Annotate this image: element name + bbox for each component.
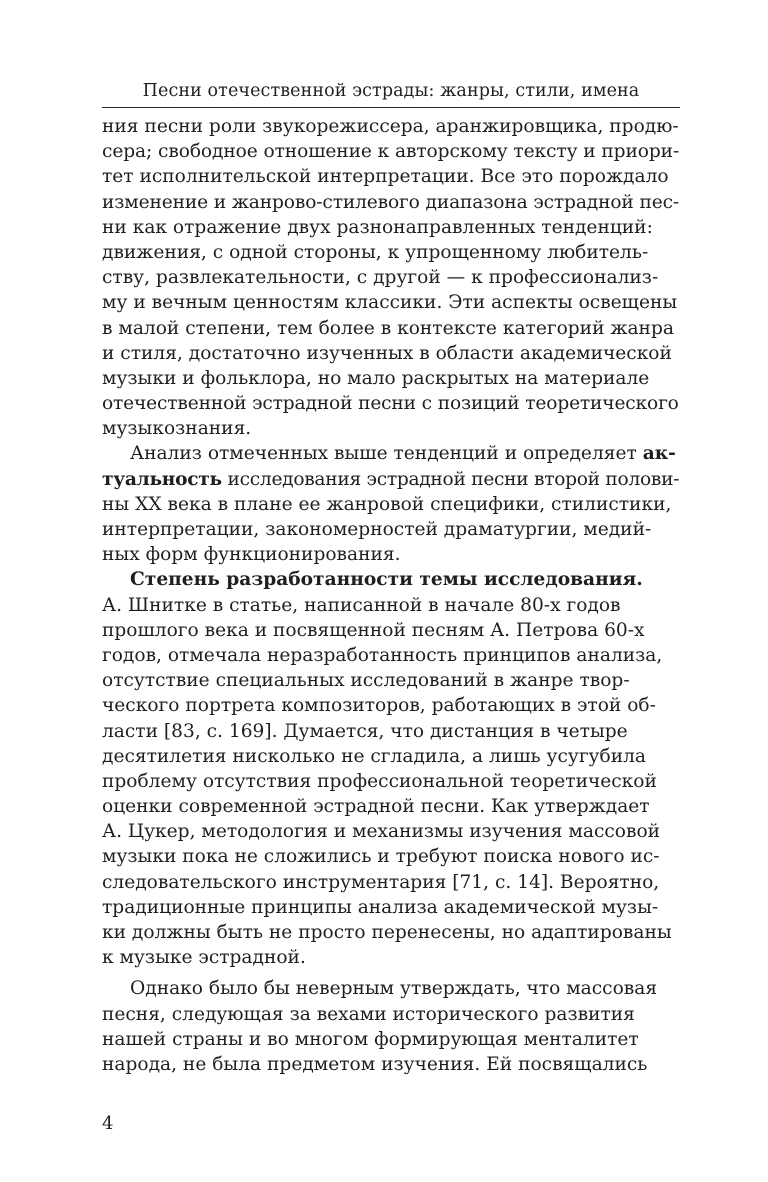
section-heading-inline: Степень разработанности темы исследования. <box>130 569 643 591</box>
text-line: сера; свободное отношение к авторскому тексту и приори- <box>102 141 680 163</box>
header-rule <box>102 107 680 108</box>
text-line: ласти [83, с. 169]. Думается, что дистанция в четыре <box>102 720 628 742</box>
text-line: к музыке эстрадной. <box>102 947 306 969</box>
text-line: прошлого века и посвященной песням А. Петрова 60-х <box>102 619 645 641</box>
text-line: движения, с одной стороны, к упрощенному любитель- <box>102 241 649 263</box>
text-line: ки должны быть не просто перенесены, но адаптированы <box>102 922 672 943</box>
text-line: отечественной эстрадной песни с позиций теоретического <box>102 393 679 415</box>
text-line: изменение и жанрово-стилевого диапазона эстрадной пес- <box>102 191 680 213</box>
text-line: тет исполнительской интерпретации. Все это порождало <box>102 166 669 188</box>
text-line: народа, не была предметом изучения. Ей посвящались <box>102 1053 648 1075</box>
text-line: десятилетия нисколько не сгладила, а лишь усугубила <box>102 745 646 767</box>
text-line: оценки современной эстрадной песни. Как утверждает <box>102 796 650 818</box>
text-line: музыки и фольклора, но мало раскрытых на материале <box>102 367 650 389</box>
text-line: А. Шнитке в статье, написанной в начале 80-х годов <box>102 594 621 616</box>
text-line: годов, отмечала неразработанность принципов анализа, <box>102 644 663 666</box>
text-line: му и вечным ценностям классики. Эти аспекты освещены <box>102 292 678 314</box>
text-body <box>102 114 680 1077</box>
text-line <box>102 441 680 466</box>
text-line: следовательского инструментария [71, с. 14]. Вероятно, <box>102 871 660 893</box>
text-run: исследования эстрадной песни второй полови- <box>221 468 680 490</box>
keyword-aktualnost-part1: ак- <box>642 443 676 465</box>
text-line: А. Цукер, методология и механизмы изучения массовой <box>102 821 661 843</box>
text-line: традиционные принципы анализа академической музы- <box>102 896 659 918</box>
text-line: ния песни роли звукорежиссера, аранжировщика, продю- <box>102 116 679 137</box>
page-number: 4 <box>102 1113 114 1134</box>
text-line <box>102 567 680 592</box>
text-line: песня, следующая за вехами исторического развития <box>102 1003 635 1025</box>
text-line: ны XX века в плане ее жанровой специфики, стилистики, <box>102 493 672 515</box>
text-line: музыкознания. <box>102 418 252 440</box>
text-line: ству, развлекательности, с другой — к профессионализ- <box>102 267 659 289</box>
text-line: нашей страны и во многом формирующая менталитет <box>102 1028 639 1050</box>
text-line: интерпретации, закономерностей драматургии, медий- <box>102 519 652 540</box>
text-line: музыки пока не сложились и требуют поиска нового ис- <box>102 846 660 868</box>
text-line: ческого портрета композиторов, работающих в этой об- <box>102 695 656 717</box>
text-line: Однако было бы неверным утверждать, что массовая <box>130 978 658 1000</box>
text-line: отсутствие специальных исследований в жанре твор- <box>102 670 630 692</box>
text-line <box>102 467 680 492</box>
text-line: ных форм функционирования. <box>102 544 401 566</box>
keyword-aktualnost-part2: туальность <box>102 468 222 490</box>
text-line: в малой степени, тем более в контексте категорий жанра <box>102 317 674 339</box>
text-line: проблему отсутствия профессиональной теоретической <box>102 770 657 792</box>
running-header: Песни отечественной эстрады: жанры, стили, имена <box>142 81 640 101</box>
text-line: и стиля, достаточно изученных в области академической <box>102 342 672 364</box>
text-line: ни как отражение двух разнонаправленных тенденций: <box>102 216 653 238</box>
text-run: Анализ отмеченных выше тенденций и определяет <box>130 443 643 465</box>
